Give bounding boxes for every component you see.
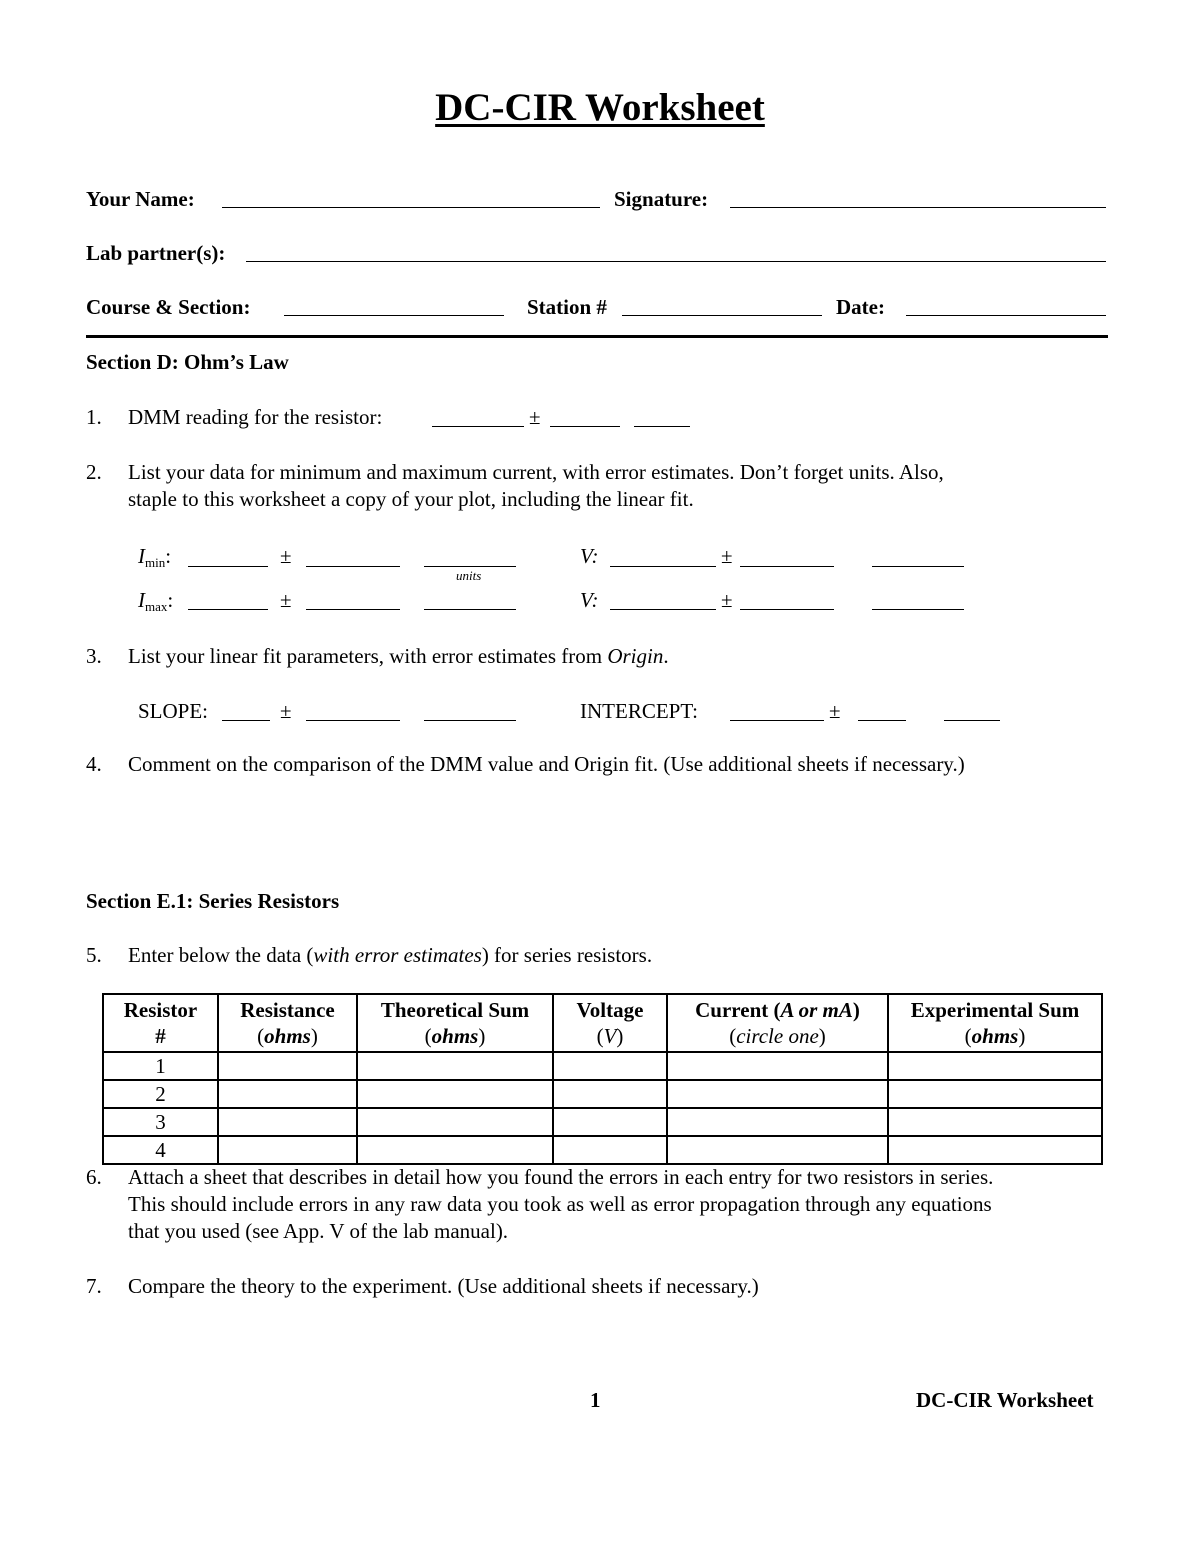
- header-line1-italic: A or mA: [780, 998, 853, 1022]
- q3-text-part2: .: [663, 644, 669, 668]
- q6-text-line1: Attach a sheet that describes in detail how you found the errors in each entry for two resistors in series.: [128, 1165, 994, 1189]
- voltage-cell[interactable]: [553, 1136, 667, 1164]
- q5-text: [128, 943, 652, 968]
- signature-field[interactable]: [730, 207, 1106, 208]
- v-max-label: V:: [580, 588, 599, 612]
- signature-label: Signature:: [614, 187, 709, 211]
- q5-text-part1: Enter below the data (: [128, 943, 314, 967]
- table-row: [103, 1108, 1102, 1136]
- i-min-plus-minus: ±: [280, 544, 292, 568]
- header-line1: Voltage: [576, 998, 644, 1022]
- header-line2-post: ): [1018, 1024, 1026, 1048]
- header-experimental-sum: [888, 994, 1102, 1052]
- header-line1-post: ): [852, 998, 860, 1022]
- i-max-label: [138, 588, 173, 615]
- v-max-error-field[interactable]: [740, 609, 834, 610]
- header-resistor-number: [103, 994, 218, 1052]
- header-line2-post: ): [616, 1024, 624, 1048]
- resistor-number-cell: 4: [103, 1136, 218, 1164]
- header-divider: [86, 335, 1108, 338]
- i-min-value-field[interactable]: [188, 566, 268, 567]
- header-line2-italic: ohms: [264, 1024, 311, 1048]
- theoretical-sum-cell[interactable]: [357, 1108, 553, 1136]
- station-field[interactable]: [622, 315, 822, 316]
- header-line2-post: ): [310, 1024, 318, 1048]
- q5-number: 5.: [86, 943, 102, 967]
- q4-text: Comment on the comparison of the DMM value and Origin fit. (Use additional sheets if necessary.): [128, 752, 965, 776]
- q3-text: [128, 644, 669, 669]
- footer-title: DC-CIR Worksheet: [916, 1388, 1094, 1412]
- header-line1: Resistor: [123, 998, 198, 1022]
- slope-error-field[interactable]: [306, 720, 400, 721]
- v-min-value-field[interactable]: [610, 566, 716, 567]
- header-line2-italic: circle one: [736, 1024, 819, 1048]
- q3-text-part1: List your linear fit parameters, with error estimates from: [128, 644, 608, 668]
- intercept-units-field[interactable]: [944, 720, 1000, 721]
- voltage-cell[interactable]: [553, 1080, 667, 1108]
- header-line2-post: ): [478, 1024, 486, 1048]
- table-row: [103, 1136, 1102, 1164]
- resistor-number-cell: 2: [103, 1080, 218, 1108]
- station-label: Station #: [527, 295, 607, 319]
- slope-plus-minus: ±: [280, 699, 292, 723]
- q1-value-field[interactable]: [432, 426, 524, 427]
- experimental-sum-cell[interactable]: [888, 1052, 1102, 1080]
- v-min-units-field[interactable]: [872, 566, 964, 567]
- resistor-number-cell: 3: [103, 1108, 218, 1136]
- q6-number: 6.: [86, 1165, 102, 1189]
- date-label: Date:: [836, 295, 885, 319]
- resistance-cell[interactable]: [218, 1052, 357, 1080]
- intercept-label: INTERCEPT:: [580, 699, 698, 723]
- course-section-field[interactable]: [284, 315, 504, 316]
- slope-label: SLOPE:: [138, 699, 209, 723]
- q7-number: 7.: [86, 1274, 102, 1298]
- q2-text-line1: List your data for minimum and maximum current, with error estimates. Don’t forget units. Also,: [128, 460, 944, 484]
- q5-italic: with error estimates: [313, 943, 482, 967]
- i-min-symbol: I: [138, 544, 145, 568]
- page-number: 1: [590, 1388, 601, 1412]
- header-line2-pre: (: [964, 1024, 972, 1048]
- current-cell[interactable]: [667, 1136, 888, 1164]
- i-min-label: [138, 544, 171, 571]
- theoretical-sum-cell[interactable]: [357, 1052, 553, 1080]
- voltage-cell[interactable]: [553, 1052, 667, 1080]
- lab-partners-label: Lab partner(s):: [86, 241, 226, 265]
- experimental-sum-cell[interactable]: [888, 1080, 1102, 1108]
- i-min-colon: :: [165, 544, 172, 568]
- date-field[interactable]: [906, 315, 1106, 316]
- voltage-cell[interactable]: [553, 1108, 667, 1136]
- slope-value-field[interactable]: [222, 720, 270, 721]
- header-line2-pre: (: [257, 1024, 265, 1048]
- v-min-error-field[interactable]: [740, 566, 834, 567]
- header-line1: Theoretical Sum: [380, 998, 530, 1022]
- v-max-plus-minus: ±: [721, 588, 733, 612]
- section-d-heading: Section D: Ohm’s Law: [86, 350, 289, 374]
- intercept-plus-minus: ±: [829, 699, 841, 723]
- theoretical-sum-cell[interactable]: [357, 1080, 553, 1108]
- i-max-value-field[interactable]: [188, 609, 268, 610]
- current-cell[interactable]: [667, 1080, 888, 1108]
- q1-text: DMM reading for the resistor:: [128, 405, 383, 429]
- header-line2-italic: ohms: [431, 1024, 479, 1048]
- i-max-subscript: max: [145, 599, 168, 614]
- units-caption: units: [456, 568, 482, 583]
- header-line2-pre: (: [596, 1024, 604, 1048]
- header-line2-italic: V: [603, 1024, 617, 1048]
- header-line2-italic: ohms: [971, 1024, 1019, 1048]
- resistance-cell[interactable]: [218, 1108, 357, 1136]
- header-line2-pre: (: [424, 1024, 432, 1048]
- v-min-plus-minus: ±: [721, 544, 733, 568]
- page-title: DC-CIR Worksheet: [435, 86, 765, 129]
- i-max-error-field[interactable]: [306, 609, 400, 610]
- your-name-label: Your Name:: [86, 187, 195, 211]
- q1-units-field[interactable]: [634, 426, 690, 427]
- v-min-label: V:: [580, 544, 599, 568]
- intercept-value-field[interactable]: [730, 720, 824, 721]
- q3-origin-italic: Origin: [607, 644, 664, 668]
- header-theoretical-sum: [357, 994, 553, 1052]
- header-line2: #: [155, 1024, 166, 1048]
- q7-text: Compare the theory to the experiment. (Use additional sheets if necessary.): [128, 1274, 759, 1298]
- lab-partners-field[interactable]: [246, 261, 1106, 262]
- q3-number: 3.: [86, 644, 102, 668]
- section-e1-heading: Section E.1: Series Resistors: [86, 889, 340, 913]
- course-section-label: Course & Section:: [86, 295, 251, 319]
- q4-number: 4.: [86, 752, 102, 776]
- slope-units-field[interactable]: [424, 720, 516, 721]
- v-max-units-field[interactable]: [872, 609, 964, 610]
- header-line2-pre: (: [729, 1024, 737, 1048]
- q1-number: 1.: [86, 405, 102, 429]
- i-min-subscript: min: [145, 555, 166, 570]
- q2-text-line2: staple to this worksheet a copy of your plot, including the linear fit.: [128, 487, 694, 511]
- series-resistors-table: [102, 993, 1103, 1165]
- table-header-row: [103, 994, 1102, 1052]
- experimental-sum-cell[interactable]: [888, 1108, 1102, 1136]
- current-cell[interactable]: [667, 1108, 888, 1136]
- header-voltage: [553, 994, 667, 1052]
- q2-number: 2.: [86, 460, 102, 484]
- v-max-value-field[interactable]: [610, 609, 716, 610]
- experimental-sum-cell[interactable]: [888, 1136, 1102, 1164]
- header-line1: Resistance: [240, 998, 335, 1022]
- resistance-cell[interactable]: [218, 1136, 357, 1164]
- q5-text-part2: ) for series resistors.: [481, 943, 653, 967]
- q1-error-field[interactable]: [550, 426, 620, 427]
- q6-text-line3: that you used (see App. V of the lab manual).: [128, 1219, 509, 1243]
- resistor-number-cell: 1: [103, 1052, 218, 1080]
- header-current: [667, 994, 888, 1052]
- header-resistance: [218, 994, 357, 1052]
- table-row: [103, 1052, 1102, 1080]
- i-min-error-field[interactable]: [306, 566, 400, 567]
- i-max-symbol: I: [138, 588, 145, 612]
- header-line1-pre: Current (: [695, 998, 781, 1022]
- header-line2-post: ): [818, 1024, 826, 1048]
- your-name-field[interactable]: [222, 207, 600, 208]
- i-max-plus-minus: ±: [280, 588, 292, 612]
- q6-text-line2: This should include errors in any raw data you took as well as error propagation through any equations: [128, 1192, 992, 1216]
- current-cell[interactable]: [667, 1052, 888, 1080]
- table-row: [103, 1080, 1102, 1108]
- intercept-error-field[interactable]: [858, 720, 906, 721]
- i-max-colon: :: [167, 588, 174, 612]
- i-min-units-field[interactable]: [424, 566, 516, 567]
- i-max-units-field[interactable]: [424, 609, 516, 610]
- q1-plus-minus: ±: [529, 405, 541, 429]
- header-line1: Experimental Sum: [910, 998, 1080, 1022]
- theoretical-sum-cell[interactable]: [357, 1136, 553, 1164]
- resistance-cell[interactable]: [218, 1080, 357, 1108]
